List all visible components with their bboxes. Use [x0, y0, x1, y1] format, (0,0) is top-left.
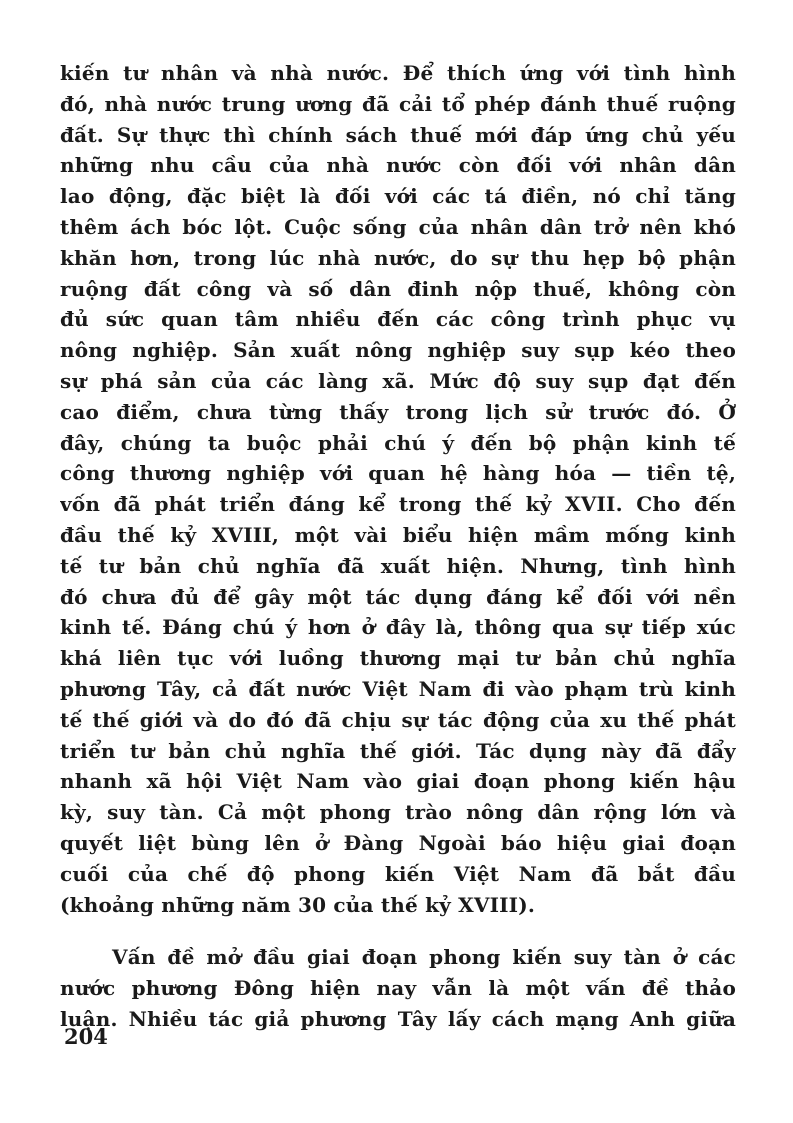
text-line: luận. Nhiều tác giả phương Tây lấy cách mạng Anh giữa	[60, 1006, 736, 1031]
text-line: đó chưa đủ để gây một tác dụng đáng kể đối với nền	[60, 584, 736, 609]
page-number: 204	[64, 1024, 108, 1049]
text-line: nông nghiệp. Sản xuất nông nghiệp suy sụp kéo theo	[60, 338, 736, 363]
text-line: kinh tế. Đáng chú ý hơn ở đây là, thông qua sự tiếp xúc	[60, 615, 736, 640]
text-line: cuối của chế độ phong kiến Việt Nam đã bắt đầu	[60, 861, 736, 886]
text-line: vốn đã phát triển đáng kể trong thế kỷ XVII. Cho đến	[60, 492, 736, 517]
text-line: (khoảng những năm 30 của thế kỷ XVIII).	[60, 892, 536, 917]
text-line: công thương nghiệp với quan hệ hàng hóa — tiền tệ,	[60, 461, 736, 486]
paragraph-gap	[60, 920, 736, 942]
text-line: ruộng đất công và số dân đinh nộp thuế, không còn	[60, 276, 736, 301]
text-line: khá liên tục với luồng thương mại tư bản chủ nghĩa	[60, 646, 736, 671]
text-line: đất. Sự thực thì chính sách thuế mới đáp ứng chủ yếu	[60, 122, 736, 147]
text-line: tế tư bản chủ nghĩa đã xuất hiện. Nhưng, tình hình	[60, 553, 736, 578]
text-line: đủ sức quan tâm nhiều đến các công trình phục vụ	[60, 307, 736, 332]
paragraph-2	[60, 942, 736, 1034]
text-line: đây, chúng ta buộc phải chú ý đến bộ phận kinh tế	[60, 430, 736, 455]
page-body	[60, 58, 736, 1035]
text-line: nước phương Đông hiện nay vẫn là một vấn đề thảo	[60, 976, 736, 1001]
text-line: tế thế giới và do đó đã chịu sự tác động của xu thế phát	[60, 707, 736, 732]
text-line: thêm ách bóc lột. Cuộc sống của nhân dân trở nên khó	[60, 214, 736, 239]
text-line: cao điểm, chưa từng thấy trong lịch sử trước đó. Ở	[60, 399, 736, 424]
text-line: sự phá sản của các làng xã. Mức độ suy sụp đạt đến	[60, 368, 736, 393]
text-line: đầu thế kỷ XVIII, một vài biểu hiện mầm mống kinh	[60, 522, 736, 547]
text-line: đó, nhà nước trung ương đã cải tổ phép đánh thuế ruộng	[60, 91, 736, 116]
text-line: nhanh xã hội Việt Nam vào giai đoạn phong kiến hậu	[60, 769, 736, 794]
text-line: phương Tây, cả đất nước Việt Nam đi vào phạm trù kinh	[60, 676, 736, 701]
text-line: những nhu cầu của nhà nước còn đối với nhân dân	[60, 153, 736, 178]
text-line: khăn hơn, trong lúc nhà nước, do sự thu hẹp bộ phận	[60, 245, 736, 270]
text-line: lao động, đặc biệt là đối với các tá điền, nó chỉ tăng	[60, 184, 736, 209]
text-line: triển tư bản chủ nghĩa thế giới. Tác dụng này đã đẩy	[60, 738, 736, 763]
text-line: kỳ, suy tàn. Cả một phong trào nông dân rộng lớn và	[60, 800, 736, 825]
text-line: quyết liệt bùng lên ở Đàng Ngoài báo hiệu giai đoạn	[60, 830, 736, 855]
paragraph-1	[60, 58, 736, 920]
text-line: Vấn đề mở đầu giai đoạn phong kiến suy tàn ở các	[112, 945, 736, 970]
text-line: kiến tư nhân và nhà nước. Để thích ứng với tình hình	[60, 61, 736, 85]
